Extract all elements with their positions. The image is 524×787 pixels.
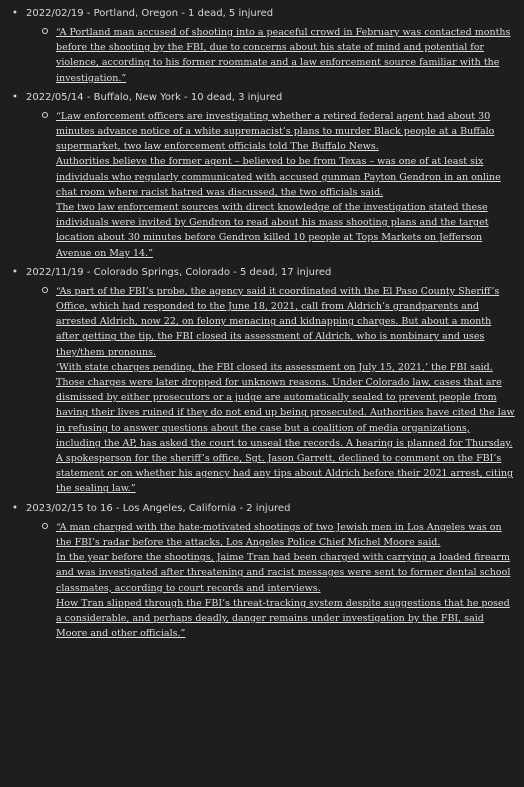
quote-paragraph-link[interactable]: ‘With state charges pending, the FBI closed its assessment on July 15, 2021,’ the FBI said. <box>56 361 493 373</box>
quote-paragraph-link[interactable]: “A Portland man accused of shooting into a peaceful crowd in February was contacted months before the shooting by the FBI, due to concerns about his state of mind and potential for violence, according to his former roommate and a law enforcement source familiar with the investigation.” <box>56 27 511 84</box>
quote-item <box>56 520 516 642</box>
quote-item <box>56 25 516 86</box>
quote-paragraph-link[interactable]: In the year before the shootings, Jaime Tran had been charged with carrying a loaded firearm and was investigated after threatening and racist messages were sent to former dental school classmates, according to court records and interviews. <box>56 552 511 594</box>
quote-paragraph-link[interactable]: How Tran slipped through the FBI’s threat-tracking system despite suggestions that he posed a considerable, and perhaps deadly, danger remains under investigation by the FBI, said Moore and other officials.” <box>56 597 510 640</box>
circle-bullet-icon <box>42 112 48 118</box>
quote-list <box>26 284 516 497</box>
event-item <box>12 265 516 497</box>
quote-item <box>56 284 516 497</box>
circle-bullet-icon <box>42 28 48 34</box>
event-title: 2022/05/14 - Buffalo, New York - 10 dead, 3 injured <box>26 91 283 103</box>
event-title: 2022/02/19 - Portland, Oregon - 1 dead, 5 injured <box>26 8 274 19</box>
quote-paragraph-link[interactable]: “As part of the FBI’s probe, the agency said it coordinated with the El Paso County Sheriff’s Office, which had responded to the June 18, 2021, call from Aldrich’s grandparents and arrested Aldrich, now 22, on felony menacing and kidnapping charges. But about a month after getting the tip, the FBI closed its assessment of Aldrich, who is nonbinary and uses they/them pronouns. <box>56 285 500 358</box>
event-item <box>12 501 516 642</box>
bullet-icon: • <box>12 266 18 278</box>
event-list <box>12 6 516 641</box>
quote-list <box>26 109 516 261</box>
quote-paragraph-link[interactable]: The two law enforcement sources with direct knowledge of the investigation stated these individuals were invited by Gendron to read about his mass shooting plans and the target location about 30 minutes before Gendron killed 10 people at Tops Markets on Jefferson Avenue on May 14.” <box>56 202 489 259</box>
event-title: 2023/02/15 to 16 - Los Angeles, California - 2 injured <box>26 502 291 514</box>
circle-bullet-icon <box>42 287 48 293</box>
quote-paragraph-link[interactable]: A spokesperson for the sheriff’s office, Sgt. Jason Garrett, declined to comment on the FBI’s statement or on whether his agency had any tips about Aldrich before their 2021 arrest, citing the sealing law.” <box>56 453 514 495</box>
event-title: 2022/11/19 - Colorado Springs, Colorado - 5 dead, 17 injured <box>26 266 332 278</box>
event-item <box>12 90 516 261</box>
quote-item <box>56 109 516 261</box>
bullet-icon: • <box>12 502 18 514</box>
bullet-icon: • <box>12 91 18 103</box>
quote-paragraph-link[interactable]: Authorities believe the former agent – believed to be from Texas – was one of at least six individuals who regularly communicated with accused gunman Payton Gendron in an online chat room where racist hatred was discussed, the two officials said. <box>56 156 501 198</box>
event-item <box>12 6 516 86</box>
circle-bullet-icon <box>42 523 48 529</box>
quote-list <box>26 520 516 642</box>
quote-paragraph-link[interactable]: “Law enforcement officers are investigating whether a retired federal agent had about 30 minutes advance notice of a white supremacist’s plans to murder Black people at a Buffalo supermarket, two law enforcement officials told The Buffalo News. <box>56 110 495 153</box>
bullet-icon: • <box>12 8 18 19</box>
quote-paragraph-link[interactable]: Those charges were later dropped for unknown reasons. Under Colorado law, cases that are dismissed by either prosecutors or a judge are automatically sealed to prevent people from having their lives ruined if they do not end up being prosecuted. Authorities have cited the law in refusing to answer questions about the case but a coalition of media organizations, including the AP, has asked the court to unseal the records. A hearing is planned for Thursday. <box>56 377 515 449</box>
quote-paragraph-link[interactable]: “A man charged with the hate-motivated shootings of two Jewish men in Los Angeles was on the FBI’s radar before the attacks, Los Angeles Police Chief Michel Moore said. <box>56 521 502 548</box>
quote-list <box>26 25 516 86</box>
